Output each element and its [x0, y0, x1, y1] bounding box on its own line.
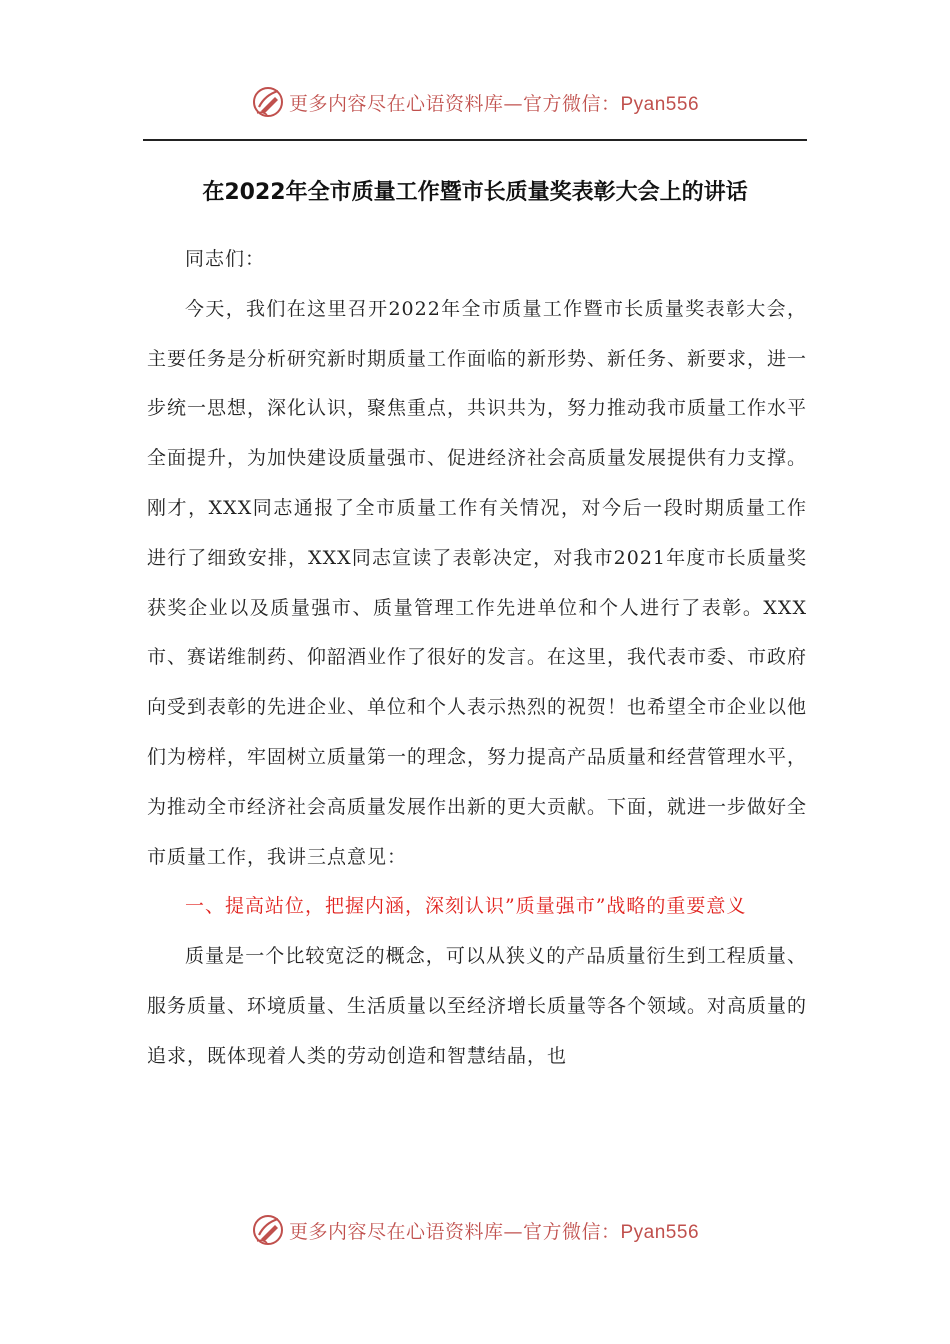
pen-logo-icon — [251, 85, 285, 119]
header-banner — [0, 82, 950, 122]
pen-logo-icon — [251, 1213, 285, 1247]
document-body — [147, 235, 807, 1082]
banner-text: 更多内容尽在心语资料库—官方微信：Pyan556 — [288, 92, 700, 115]
banner-text: 更多内容尽在心语资料库—官方微信：Pyan556 — [288, 1220, 700, 1243]
header-divider — [143, 139, 807, 141]
page-title: 在2022年全市质量工作暨市长质量奖表彰大会上的讲话 — [202, 180, 748, 205]
wechat-id: Pyan556 — [620, 93, 700, 115]
body-paragraph: 今天，我们在这里召开2022年全市质量工作暨市长质量奖表彰大会，主要任务是分析研究新时期质量工作面临的新形势、新任务、新要求，进一步统一思想，深化认识，聚焦重点，共识共为，努力推动我市质量工作水平全面提升，为加快建设质量强市、促进经济社会高质量发展提供有力支撑。刚才，XXX同志通报了全市质量工作有关情况，对今后一段时期质量工作进行了细致安排，XXX同志宣读了表彰决定，对我市2021年度市长质量奖获奖企业以及质量强市、质量管理工作先进单位和个人进行了表彰。XXX市、赛诺维制药、仰韶酒业作了很好的发言。在这里，我代表市委、市政府向受到表彰的先进企业、单位和个人表示热烈的祝贺！也希望全市企业以他们为榜样，牢固树立质量第一的理念，努力提高产品质量和经营管理水平，为推动全市经济社会高质量发展作出新的更大贡献。下面，就进一步做好全市质量工作，我讲三点意见： — [147, 297, 808, 868]
body-paragraph: 质量是一个比较宽泛的概念，可以从狭义的产品质量衍生到工程质量、服务质量、环境质量、生活质量以至经济增长质量等各个领域。对高质量的追求，既体现着人类的劳动创造和智慧结晶，也 — [147, 945, 808, 1067]
salutation-paragraph: 同志们： — [185, 248, 266, 270]
wechat-id: Pyan556 — [620, 1221, 700, 1243]
section-heading: 一、提高站位，把握内涵，深刻认识”质量强市”战略的重要意义 — [185, 895, 747, 918]
footer-banner — [0, 1210, 950, 1250]
